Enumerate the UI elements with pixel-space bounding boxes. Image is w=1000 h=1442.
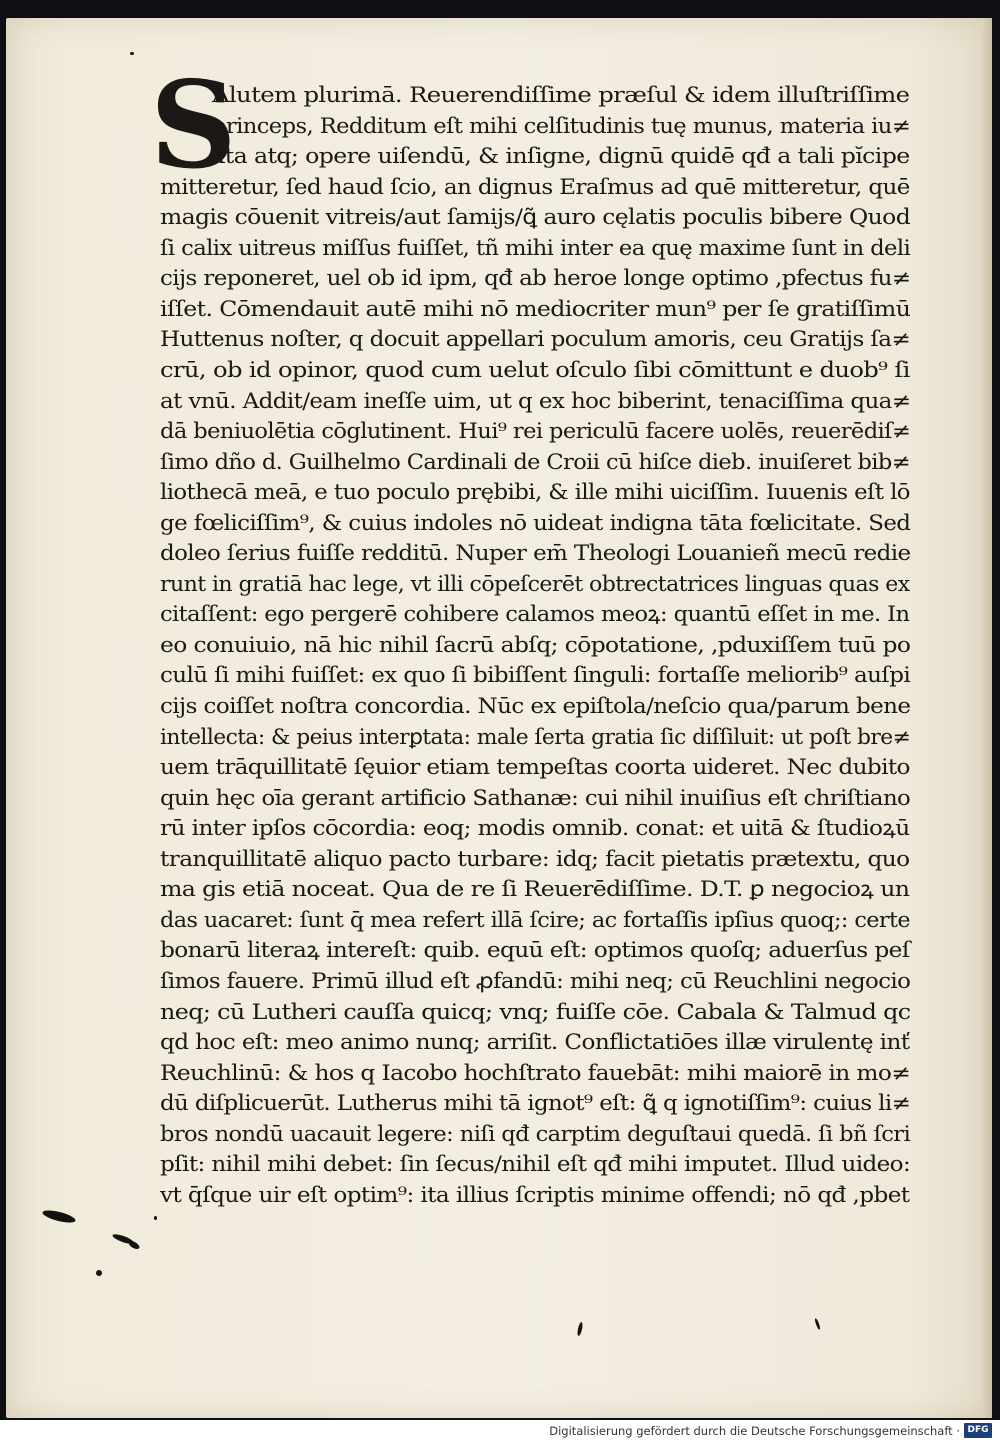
text-line: bros nondū uacauit legere: niſi qđ carptim deguſtaui quedā. ſi bñ ſcri xyxy=(160,1121,911,1146)
text-line: dū diſplicuerūt. Lutherus mihi tā ignot⁹ eſt: ꝗ̃ q ignotiſſim⁹: cuius li≠ xyxy=(160,1091,911,1116)
text-line: rū inter ipſos cōcordia: eoq; modis omnib. conat: et uitā & ſtudioꝝū xyxy=(160,816,910,841)
text-line: ſimos fauere. Primū illud eſt ꝓfandū: mihi neq; cū Reuchlini negocio xyxy=(160,968,911,993)
text-line: pſit: nihil mihi debet: ſin ſecus/nihil eſt qđ mihi imputet. Illud uideo: xyxy=(160,1152,911,1177)
text-line: ſimo dño d. Guilhelmo Cardinali de Croii cū hiſce dieb. inuiſeret bib≠ xyxy=(160,449,910,474)
text-line: bonarū literaꝝ intereſt: quib. equū eſt: optimos quoſq; aduerſus peſ xyxy=(160,938,910,963)
text-line: ma gis etiā noceat. Qua de re ſi Reuerēdiſſime. D.T. ꝑ negocioꝝ un xyxy=(160,877,910,902)
ink-speck xyxy=(154,1216,157,1220)
text-line: runt in gratiā hac lege, vt illi cōpeſcerēt obtrectatrices linguas quas ex xyxy=(160,571,910,596)
text-line: das uacaret: ſunt q̄ mea refert illā ſcire; ac fortaſſis ipſius quoq;: certe xyxy=(160,907,911,932)
text-line: ge fœliciſſim⁹, & cuius indoles nō uideat indigna tāta fœlicitate. Sed xyxy=(160,510,911,535)
text-line: neq; cū Lutheri cauſſa quicq; vnq; fuiſſe cōe. Cabala & Talmud qc xyxy=(160,999,911,1024)
text-line: xta atq; opere uiſendū, & inſigne, dignū quidē qđ a tali pĭcipe xyxy=(212,144,910,169)
text-line: iſſet. Cōmendauit autē mihi nō mediocriter mun⁹ per ſe gratiſſimū xyxy=(160,296,911,321)
paper-edge xyxy=(982,18,992,1418)
text-line: cijs reponeret, uel ob id ipm, qđ ab heroe longe optimo ,pfectus fu≠ xyxy=(160,266,911,291)
text-line: cijs coiſſet noſtra concordia. Nūc ex epiſtola/neſcio qua/parum bene xyxy=(160,694,911,718)
text-line: crū, ob id opinor, quod cum uelut oſculo ſibi cōmittunt e duob⁹ ſi xyxy=(160,357,910,382)
text-line: uem trāquillitatē ſęuior etiam tempeſtas coorta uideret. Nec dubito xyxy=(160,755,910,780)
text-line: qd hoc eſt: meo animo nunq; arriſit. Conflictatiōes illæ virulentę inť xyxy=(160,1030,910,1055)
text-line: magis cōuenit vitreis/aut ſamijs/ꝗ̃ auro cęlatis poculis bibere Quod xyxy=(160,205,911,230)
text-line: doleo ſerius fuiſſe redditū. Nuper em̄ Theologi Louanieñ mecū redie xyxy=(160,541,911,566)
text-line: ſi calix uitreus miſſus fuiſſet, tñ mihi inter ea quę maxime ſunt in deli xyxy=(160,235,911,260)
text-line: mitteretur, ſed haud ſcio, an dignus Eraſmus ad quē mitteretur, quē xyxy=(160,174,910,199)
funding-credit: Digitalisierung gefördert durch die Deutsche Forschungsgemeinschaft · xyxy=(549,1424,960,1438)
text-line: quin hęc oīa gerant artificio Sathanæ: cui nihil inuiſius eſt chriſtiano xyxy=(160,785,911,810)
text-line: Huttenus noſter, q docuit appellari poculum amoris, ceu Gratijs ſa≠ xyxy=(160,327,911,352)
dfg-logo: DFG xyxy=(964,1423,992,1438)
text-line: liothecā meā, e tuo poculo prębibi, & ille mihi uiciſſim. Iuuenis eſt lō xyxy=(160,480,910,505)
text-line: vt q̄ſque uir eſt optim⁹: ita illius ſcriptis minime offendi; nō qđ ,pbet xyxy=(160,1182,910,1207)
text-line: tranquillitatē aliquo pacto turbare: idq; facit pietatis prætextu, quo xyxy=(160,846,910,871)
text-line: eo conuiuio, nā hic nihil ſacrū abſq; cōpotatione, ,pduxiſſem tuū po xyxy=(160,632,911,657)
ink-speck xyxy=(130,52,134,55)
ink-speck xyxy=(96,1270,102,1276)
text-line: culū ſi mihi fuiſſet: ex quo ſi bibiſſent ſinguli: fortaſſe meliorib⁹ auſpi xyxy=(160,663,911,688)
text-line: intellecta: & peius interꝑtata: male ſerta gratia ſic diſſiluit: ut poſt bre≠ xyxy=(160,724,911,749)
text-line: at vnū. Addit/eam ineſſe uim, ut q ex hoc biberint, tenaciſſima qua≠ xyxy=(160,388,911,413)
text-line: dā beniuolētia cōglutinent. Hui⁹ rei periculū facere uolēs, reuerēdiſ≠ xyxy=(160,419,911,444)
drop-cap-initial: S xyxy=(150,55,237,196)
text-line: citaſſent: ego pergerē cohibere calamos meoꝝ: quantū eſſet in me. In xyxy=(160,602,910,627)
footer-bar xyxy=(0,1420,1000,1442)
text-line: Alutem plurimā. Reuerendiſſime præſul & idem illuſtriſſime xyxy=(212,83,910,107)
text-line: princeps, Redditum eſt mihi celſitudinis tuę munus, materia iu≠ xyxy=(212,113,911,138)
text-line: Reuchlinū: & hos q Iacobo hochſtrato fauebāt: mihi maiorē in mo≠ xyxy=(160,1060,911,1085)
